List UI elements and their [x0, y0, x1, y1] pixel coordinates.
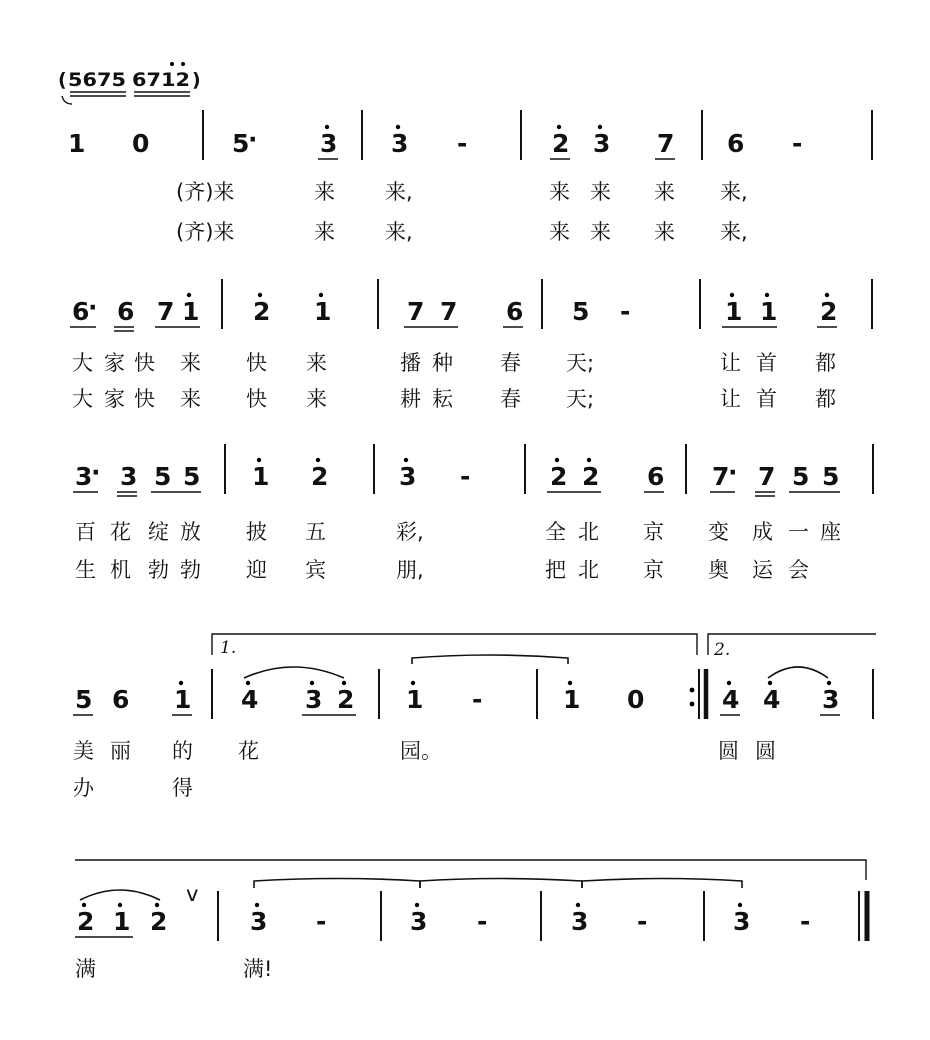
note: 1	[182, 297, 200, 326]
lyric: 绽	[148, 520, 169, 544]
dash: -	[620, 297, 631, 326]
lyric: 北	[578, 520, 599, 544]
lyric: 变	[708, 520, 729, 544]
lyric: 披	[246, 520, 267, 544]
note: 3	[305, 685, 323, 714]
note: 5	[75, 685, 93, 714]
lyric: 把	[545, 558, 566, 582]
high-octave-dot	[738, 903, 742, 907]
high-octave-dot	[576, 903, 580, 907]
lyric: 北	[578, 558, 599, 582]
note: 1	[252, 462, 270, 491]
note: 6	[727, 129, 745, 158]
high-octave-dot	[827, 681, 831, 685]
lyric: 朋,	[396, 558, 424, 582]
note: 7	[712, 462, 730, 491]
note: 2	[337, 685, 355, 714]
dash: -	[800, 907, 811, 936]
intro-close-paren: )	[192, 69, 201, 91]
note: 1	[113, 907, 131, 936]
note: 1	[406, 685, 424, 714]
note: 4	[722, 685, 740, 714]
lyric: 来	[314, 180, 335, 204]
lyric: 得	[172, 776, 193, 800]
lyric: 快	[246, 387, 267, 411]
dash: -	[316, 907, 327, 936]
dot-augmentation: ·	[248, 125, 258, 154]
lyric: 天;	[566, 351, 595, 375]
high-octave-dot	[598, 125, 602, 129]
lyric: 耘	[432, 387, 453, 411]
high-octave-dot	[257, 458, 261, 462]
note: 3	[75, 462, 93, 491]
note: 7	[440, 297, 458, 326]
lyric: 来	[654, 180, 675, 204]
note: 1	[68, 129, 86, 158]
note: 7	[157, 297, 175, 326]
lyric: 满	[75, 957, 96, 981]
slur	[80, 890, 160, 900]
note: 3	[399, 462, 417, 491]
lyric: 天;	[566, 387, 595, 411]
note: 3	[733, 907, 751, 936]
lyric: 运	[752, 558, 773, 582]
note: 5	[792, 462, 810, 491]
high-octave-dot	[255, 903, 259, 907]
high-octave-dot	[246, 681, 250, 685]
dot-augmentation: ·	[728, 458, 738, 487]
high-octave-dot	[258, 293, 262, 297]
intro-group-2: 6712	[132, 69, 190, 91]
score-line-3	[73, 444, 873, 582]
lyric: 春	[500, 351, 521, 375]
high-octave-dot	[187, 293, 191, 297]
lyric: (齐)来	[176, 180, 235, 204]
high-octave-dot	[155, 903, 159, 907]
score-line-1	[68, 110, 872, 244]
note: 6	[506, 297, 524, 326]
tie	[412, 655, 568, 664]
tie	[420, 879, 582, 889]
note: 3	[593, 129, 611, 158]
lyric: 来	[306, 387, 327, 411]
dot-augmentation: ·	[91, 458, 101, 487]
lyric: 办	[73, 776, 94, 800]
high-octave-dot	[727, 681, 731, 685]
note: 3	[250, 907, 268, 936]
note: 3	[410, 907, 428, 936]
high-octave-dot	[396, 125, 400, 129]
lyric: 来	[549, 220, 570, 244]
note: 7	[758, 462, 776, 491]
note: 1	[174, 685, 192, 714]
note: 1	[563, 685, 581, 714]
lyric: 快	[134, 351, 155, 375]
high-octave-dot	[82, 903, 86, 907]
lyric: 百	[75, 520, 96, 544]
high-octave-dot	[411, 681, 415, 685]
note: 3	[571, 907, 589, 936]
lyric: 让	[720, 351, 741, 375]
volta-1-label: 1.	[220, 638, 237, 658]
lyric: 五	[305, 520, 326, 544]
lyric: 勃	[148, 558, 169, 582]
high-octave-dot	[179, 681, 183, 685]
high-octave-dot	[118, 903, 122, 907]
note: 3	[822, 685, 840, 714]
high-octave-dot	[325, 125, 329, 129]
high-octave-dot	[316, 458, 320, 462]
breath-mark: v	[186, 882, 199, 906]
high-octave-dot	[319, 293, 323, 297]
lyric: 让	[720, 387, 741, 411]
lyric: 放	[180, 520, 201, 544]
high-octave-dot	[765, 293, 769, 297]
lyric: 京	[643, 558, 664, 582]
note: 2	[77, 907, 95, 936]
lyric: 耕	[400, 387, 421, 411]
score-line-5	[75, 860, 867, 981]
slur	[244, 667, 344, 678]
lyric: 来	[180, 351, 201, 375]
lyric: 来,	[720, 220, 748, 244]
intro-open-paren: (	[58, 69, 67, 91]
note: 6	[112, 685, 130, 714]
high-octave-dot	[342, 681, 346, 685]
lyric: 迎	[246, 558, 267, 582]
note: 3	[320, 129, 338, 158]
lyric: 首	[756, 387, 777, 411]
lyric: 园。	[400, 739, 442, 763]
lyric: 宾	[305, 558, 326, 582]
note: 2	[150, 907, 168, 936]
repeat-dot	[690, 702, 695, 707]
note: 2	[582, 462, 600, 491]
note: 5	[154, 462, 172, 491]
lyric: 来	[180, 387, 201, 411]
lyric: 都	[815, 351, 836, 375]
lyric: 勃	[180, 558, 201, 582]
tie	[254, 879, 420, 889]
lyric: 丽	[110, 739, 131, 763]
lyric: 全	[545, 520, 566, 544]
volta-bracket-2	[708, 634, 876, 655]
note: 2	[311, 462, 329, 491]
lyric: 来,	[720, 180, 748, 204]
lyric: 会	[788, 558, 809, 582]
lyric: (齐)来	[176, 220, 235, 244]
volta-bracket-1	[212, 634, 697, 655]
dot-augmentation: ·	[88, 293, 98, 322]
lyric: 春	[500, 387, 521, 411]
note: 0	[627, 685, 645, 714]
note: 0	[132, 129, 150, 158]
note: 2	[820, 297, 838, 326]
dash: -	[472, 685, 483, 714]
lyric: 来	[590, 220, 611, 244]
note: 1	[760, 297, 778, 326]
slur	[62, 96, 72, 104]
lyric: 生	[75, 558, 96, 582]
high-octave-dot	[555, 458, 559, 462]
note: 6	[72, 297, 90, 326]
lyric: 美	[73, 739, 94, 763]
high-octave-dot	[587, 458, 591, 462]
note: 1	[314, 297, 332, 326]
note: 5	[822, 462, 840, 491]
lyric: 奥	[708, 558, 729, 582]
lyric: 座	[820, 520, 841, 544]
dash: -	[637, 907, 648, 936]
volta-bracket-continuation	[75, 860, 866, 880]
note: 4	[763, 685, 781, 714]
note: 6	[647, 462, 665, 491]
dash: -	[457, 129, 468, 158]
note: 4	[241, 685, 259, 714]
lyric: 成	[752, 520, 773, 544]
lyric: 来,	[385, 220, 413, 244]
high-octave-dot	[404, 458, 408, 462]
intro-group-1: 5675	[68, 69, 126, 91]
lyric: 来	[590, 180, 611, 204]
high-octave-dot	[415, 903, 419, 907]
high-octave-dot	[768, 681, 772, 685]
note: 3	[391, 129, 409, 158]
high-octave-dot	[181, 62, 185, 66]
high-octave-dot	[568, 681, 572, 685]
high-octave-dot	[310, 681, 314, 685]
note: 2	[552, 129, 570, 158]
lyric: 花	[238, 739, 259, 763]
dash: -	[477, 907, 488, 936]
lyric: 花	[110, 520, 131, 544]
note: 3	[120, 462, 138, 491]
lyric: 来	[314, 220, 335, 244]
note: 7	[407, 297, 425, 326]
intro-phrase	[58, 62, 201, 104]
note: 1	[725, 297, 743, 326]
high-octave-dot	[170, 62, 174, 66]
lyric: 来,	[385, 180, 413, 204]
lyric: 彩,	[396, 520, 424, 544]
note: 6	[117, 297, 135, 326]
lyric: 都	[815, 387, 836, 411]
lyric: 快	[246, 351, 267, 375]
note: 5	[572, 297, 590, 326]
note: 2	[253, 297, 271, 326]
slur	[768, 667, 828, 678]
lyric: 快	[134, 387, 155, 411]
dash: -	[792, 129, 803, 158]
lyric: 圆	[718, 739, 739, 763]
lyric: 首	[756, 351, 777, 375]
lyric: 一	[788, 520, 809, 544]
tie	[582, 879, 742, 889]
lyric: 播	[400, 351, 421, 375]
volta-2-label: 2.	[714, 640, 731, 660]
lyric: 圆	[755, 739, 776, 763]
note: 7	[657, 129, 675, 158]
dash: -	[460, 462, 471, 491]
note: 5	[232, 129, 250, 158]
lyric: 大	[72, 351, 93, 375]
lyric: 家	[104, 351, 125, 375]
score-line-2	[70, 279, 872, 411]
lyric: 种	[432, 351, 453, 375]
lyric: 满!	[243, 957, 273, 981]
repeat-dot	[690, 688, 695, 693]
note: 2	[550, 462, 568, 491]
lyric: 来	[654, 220, 675, 244]
lyric: 京	[643, 520, 664, 544]
high-octave-dot	[557, 125, 561, 129]
high-octave-dot	[730, 293, 734, 297]
lyric: 的	[172, 739, 193, 763]
high-octave-dot	[825, 293, 829, 297]
lyric: 机	[110, 558, 131, 582]
note: 5	[183, 462, 201, 491]
score-line-4	[73, 634, 876, 800]
lyric: 来	[549, 180, 570, 204]
lyric: 家	[104, 387, 125, 411]
lyric: 来	[306, 351, 327, 375]
lyric: 大	[72, 387, 93, 411]
